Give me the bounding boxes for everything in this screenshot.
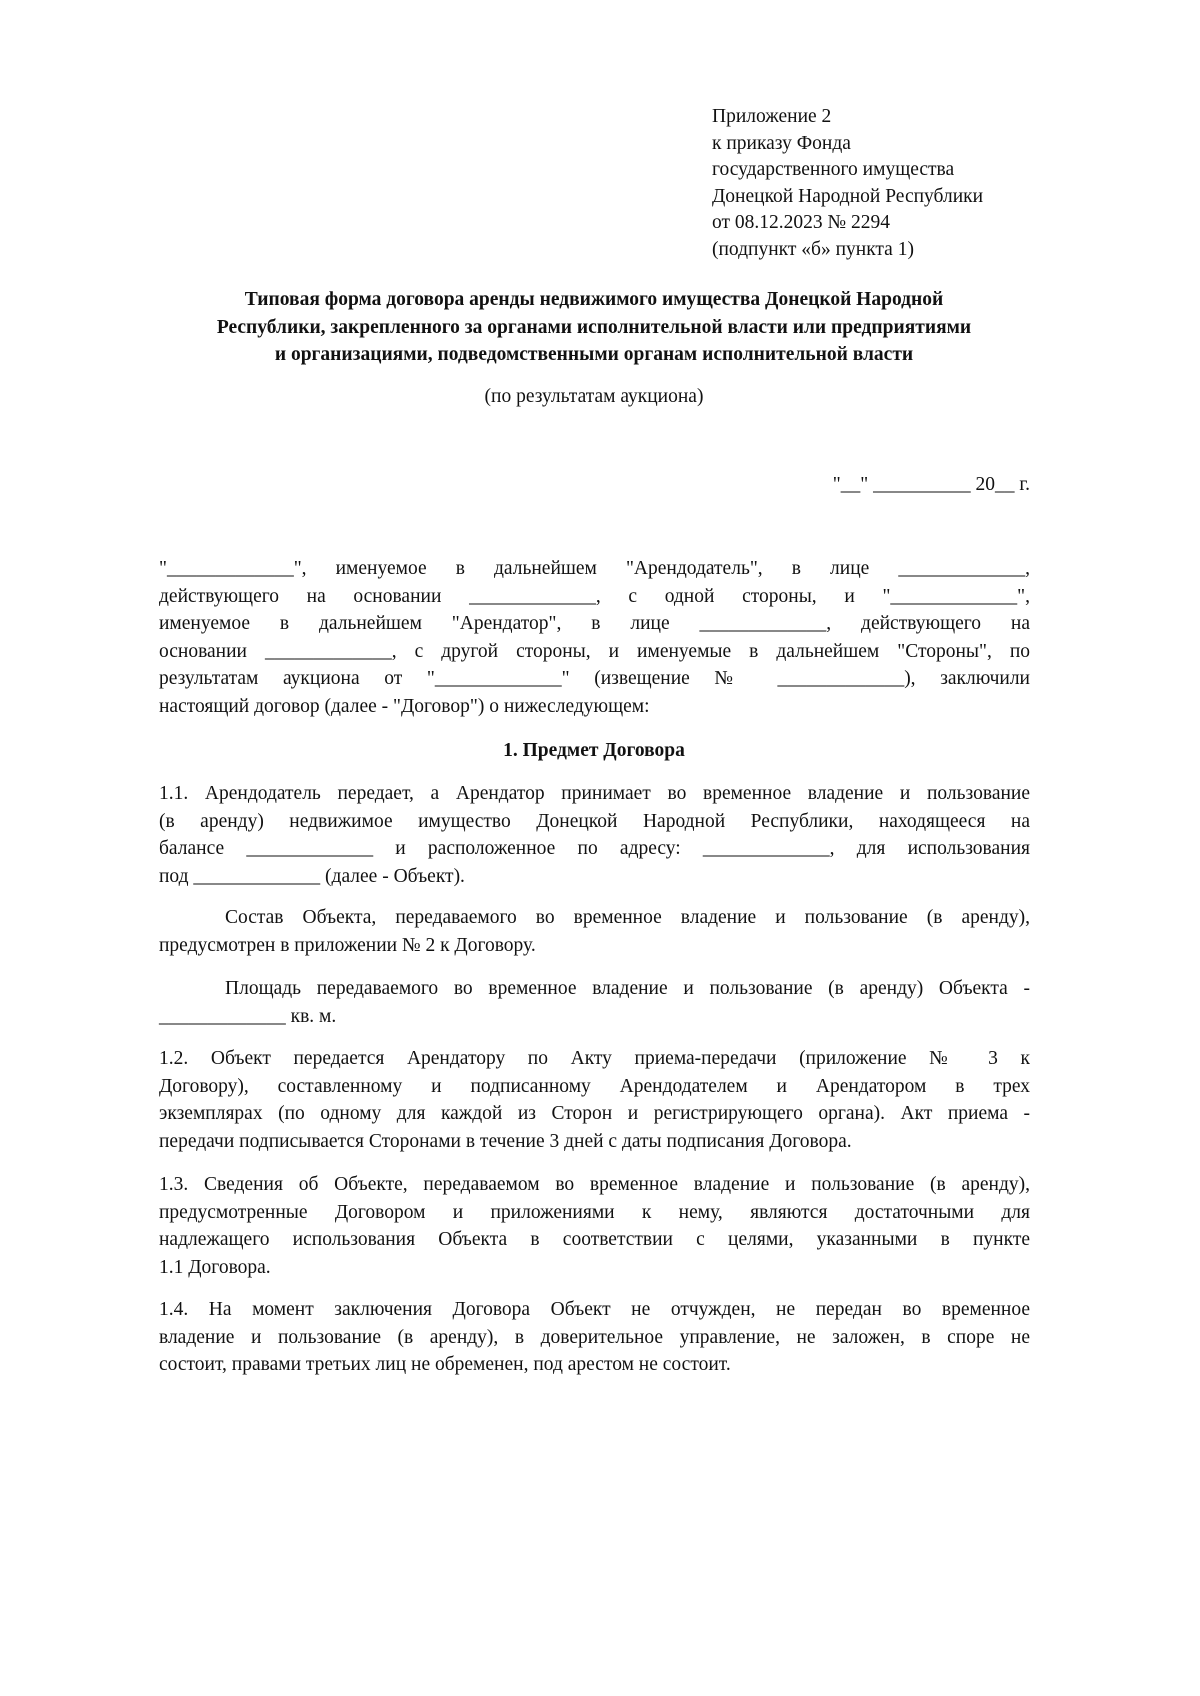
document-title (150, 286, 1038, 369)
text-line: состоит, правами третьих лиц не обременен, под арестом не состоит. (159, 1354, 731, 1376)
text-line: именуемое в дальнейшем "Арендатор", в лице _____________, действующего на (159, 613, 1030, 635)
text-line: результатам аукциона от "_____________" (извещение № _____________), заключили (159, 668, 1030, 690)
document-subtitle: (по результатам аукциона) (484, 386, 704, 407)
clause-1-1 (159, 780, 1030, 890)
preamble-paragraph (159, 555, 1030, 721)
text-line: владение и пользование (в аренду), в доверительное управление, не заложен, в споре не (159, 1326, 1030, 1348)
clause-1-3 (159, 1171, 1030, 1281)
text-line: надлежащего использования Объекта в соответствии с целями, указанными в пункте (159, 1229, 1030, 1251)
contract-date-line: "__" __________ 20__ г. (832, 474, 1030, 495)
appendix-line: Донецкой Народной Республики (712, 185, 984, 207)
text-line: (в аренду) недвижимое имущество Донецкой Народной Республики, находящееся на (159, 810, 1030, 832)
text-line: 1.4. На момент заключения Договора Объект не отчужден, не передан во временное (159, 1299, 1030, 1320)
title-line: Республики, закрепленного за органами исполнительной власти или предприятиями (216, 316, 972, 338)
text-line: 1.2. Объект передается Арендатору по Акту приема-передачи (приложение № 3 к (159, 1048, 1030, 1069)
section-title: 1. Предмет Договора (503, 740, 685, 761)
object-area-paragraph (159, 975, 1030, 1030)
text-line: Состав Объекта, передаваемого во временное владение и пользование (в аренду), (225, 907, 1030, 928)
text-line: предусмотрен в приложении № 2 к Договору. (159, 934, 536, 956)
text-line: предусмотренные Договором и приложениями к нему, являются достаточными для (159, 1201, 1030, 1223)
object-composition-paragraph (159, 904, 1030, 959)
text-line: 1.1 Договора. (159, 1256, 271, 1278)
text-line: Договору), составленному и подписанному Арендодателем и Арендатором в трех (159, 1075, 1030, 1097)
clause-1-4 (159, 1296, 1030, 1379)
text-line: передачи подписывается Сторонами в течение 3 дней с даты подписания Договора. (159, 1130, 852, 1152)
text-line: 1.3. Сведения об Объекте, передаваемом во временное владение и пользование (в аренду), (159, 1174, 1030, 1195)
appendix-line: (подпункт «б» пункта 1) (712, 238, 914, 260)
text-line: действующего на основании _____________, с одной стороны, и "_____________", (159, 585, 1030, 607)
text-line: настоящий договор (далее - "Договор") о нижеследующем: (159, 695, 650, 717)
appendix-line: Приложение 2 (712, 106, 832, 127)
text-line: "_____________", именуемое в дальнейшем "Арендодатель", в лице _____________, (159, 558, 1030, 579)
appendix-line: государственного имущества (712, 159, 955, 180)
title-line: и организациями, подведомственными органам исполнительной власти (274, 344, 914, 365)
text-line: под _____________ (далее - Объект). (159, 865, 465, 887)
appendix-header (712, 104, 1052, 263)
text-line: Площадь передаваемого во временное владение и пользование (в аренду) Объекта - (225, 978, 1030, 999)
appendix-line: к приказу Фонда (712, 132, 851, 154)
text-line: _____________ кв. м. (159, 1005, 337, 1027)
text-line: экземплярах (по одному для каждой из Сторон и регистрирующего органа). Акт приема - (159, 1103, 1030, 1125)
clause-1-2 (159, 1045, 1030, 1155)
text-line: 1.1. Арендодатель передает, а Арендатор принимает во временное владение и пользование (159, 783, 1030, 804)
text-line: основании _____________, с другой стороны, и именуемые в дальнейшем "Стороны", по (159, 640, 1030, 662)
title-line: Типовая форма договора аренды недвижимого имущества Донецкой Народной (244, 289, 944, 310)
text-line: балансе _____________ и расположенное по адресу: _____________, для использования (159, 838, 1030, 860)
appendix-line: от 08.12.2023 № 2294 (712, 212, 890, 233)
